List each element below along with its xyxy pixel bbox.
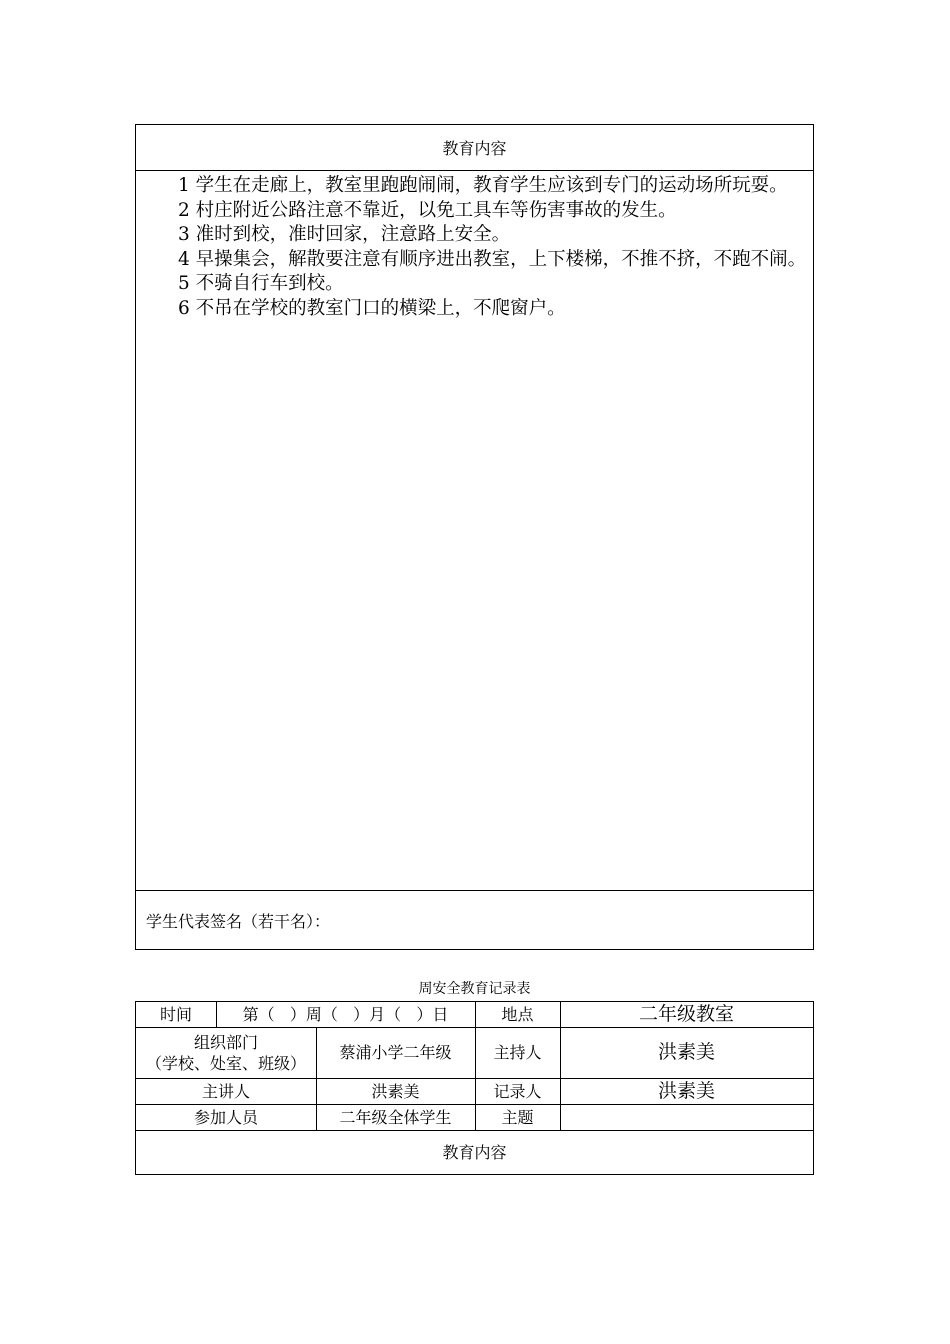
- organizer-label: [136, 1027, 316, 1078]
- participants-value: 二年级全体学生: [339, 1107, 452, 1127]
- content-item: 3 准时到校，准时回家，注意路上安全。: [178, 224, 511, 245]
- recorder-value: 洪素美: [657, 1079, 715, 1102]
- time-value: 第（ ）周（ ）月（ ）日: [242, 1005, 449, 1024]
- location-value: 二年级教室: [638, 1003, 734, 1025]
- table-caption: 周安全教育记录表: [418, 981, 531, 997]
- participants-label: 参加人员: [193, 1107, 258, 1127]
- time-label: 时间: [159, 1005, 192, 1024]
- host-label: 主持人: [493, 1043, 542, 1062]
- signature-label: 学生代表签名（若干名）：: [146, 911, 331, 931]
- theme-label: 主题: [501, 1107, 534, 1127]
- content-item: 5 不骑自行车到校。: [178, 273, 344, 294]
- content-body: [136, 171, 813, 891]
- speaker-value: 洪素美: [371, 1081, 420, 1101]
- organizer-value: 蔡浦小学二年级: [339, 1043, 452, 1062]
- record-table: [135, 1001, 814, 1175]
- speaker-label: 主讲人: [201, 1081, 250, 1101]
- content-item: 6 不吊在学校的教室门口的横梁上，不爬窗户。: [178, 297, 566, 319]
- content-header: 教育内容: [136, 125, 813, 171]
- location-label: 地点: [501, 1005, 534, 1024]
- content-item: 1 学生在走廊上，教室里跑跑闹闹，教育学生应该到专门的运动场所玩耍。: [178, 175, 788, 196]
- content-item: 2 村庄附近公路注意不靠近，以免工具车等伤害事故的发生。: [178, 199, 677, 221]
- organizer-label-line1: 组织部门: [193, 1032, 258, 1052]
- recorder-label: 记录人: [493, 1081, 542, 1101]
- content-item: 4 早操集会，解散要注意有顺序进出教室，上下楼梯，不推不挤，不跑不闹。: [178, 248, 807, 270]
- education-content-table: [135, 124, 814, 950]
- organizer-label-line2: （学校、处室、班级）: [145, 1053, 306, 1073]
- host-value: 洪素美: [657, 1041, 715, 1063]
- content-label: 教育内容: [442, 1142, 507, 1162]
- theme-value: [560, 1104, 813, 1130]
